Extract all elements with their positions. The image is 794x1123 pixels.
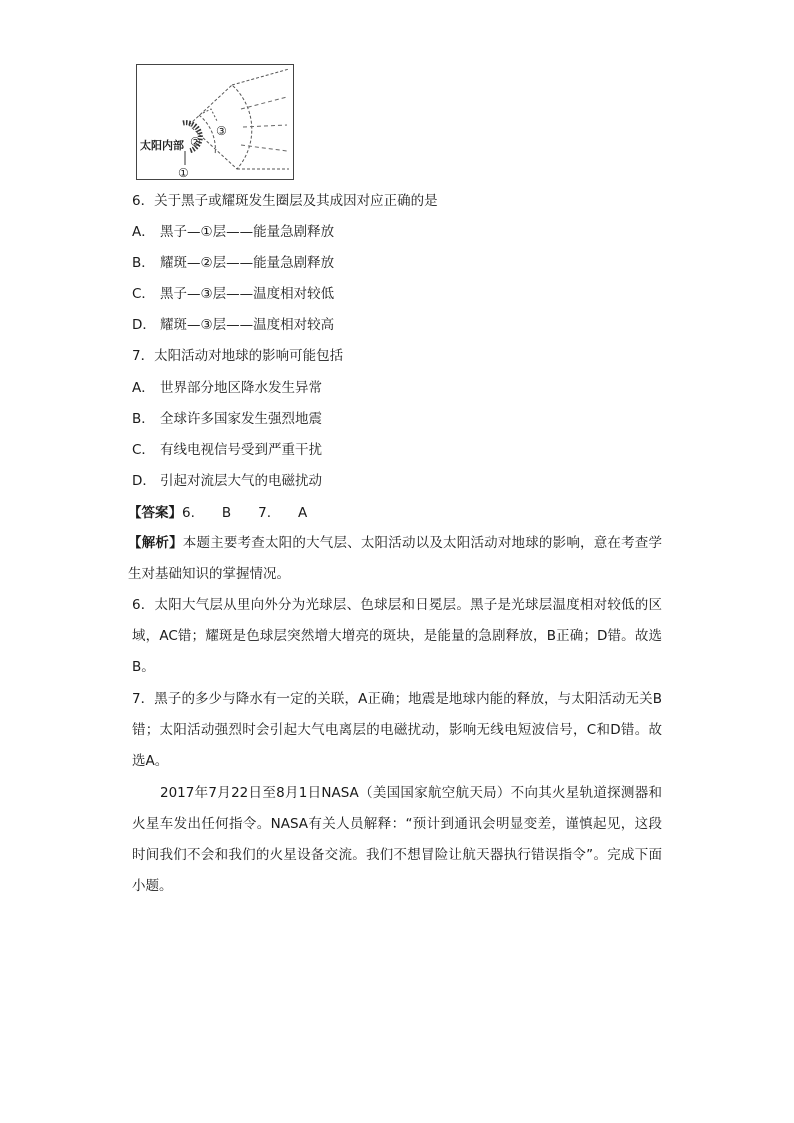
figure-label-inner: 太阳内部 [140, 139, 184, 152]
option-label: D． [132, 317, 156, 333]
option-label: C． [132, 442, 155, 458]
figure-label-2: ② [190, 135, 201, 149]
question-6-stem: 6．关于黑子或耀斑发生圈层及其成因对应正确的是 [132, 193, 438, 209]
q7-option-d[interactable] [132, 471, 322, 491]
figure-label-3: ③ [216, 124, 227, 138]
option-text: 耀斑—②层——能量急剧释放 [160, 255, 335, 271]
q7-option-a[interactable] [132, 378, 322, 398]
option-text: 黑子—①层——能量急剧释放 [160, 224, 335, 240]
explanation-6: 6．太阳大气层从里向外分为光球层、色球层和日冕层。黑子是光球层温度相对较低的区域，AC错；耀斑是色球层突然增大增亮的斑块，是能量的急剧释放，B正确；D错。故选B。 [132, 597, 662, 675]
q6-option-b[interactable] [132, 253, 334, 273]
explanation-7: 7．黑子的多少与降水有一定的关联，A正确；地震是地球内能的释放，与太阳活动无关B错；太阳活动强烈时会引起大气电离层的电磁扰动，影响无线电短波信号，C和D错。故选A。 [132, 691, 662, 769]
figure-label-1: ① [178, 166, 189, 180]
q6-option-d[interactable] [132, 315, 334, 335]
q6-option-a[interactable] [132, 222, 334, 242]
option-text: 引起对流层大气的电磁扰动 [160, 473, 322, 489]
passage-paragraph: 2017年7月22日至8月1日NASA（美国国家航空航天局）不向其火星轨道探测器和火星车发出任何指令。NASA有关人员解释：“预计到通讯会明显变差，谨慎起见，这段时间我们不会和我们的火星设备交流。我们不想冒险让航天器执行错误指令”。完成下面小题。 [132, 785, 662, 894]
answer-line [128, 503, 307, 523]
option-text: 全球许多国家发生强烈地震 [160, 411, 322, 427]
q7-option-b[interactable] [132, 409, 322, 429]
option-label: A． [132, 224, 155, 240]
option-text: 耀斑—③层——温度相对较高 [160, 317, 335, 333]
layer-2-boundary [199, 115, 215, 155]
option-text: 有线电视信号受到严重干扰 [160, 442, 322, 458]
option-label: D． [132, 473, 156, 489]
answer-text: 6. B 7. A [182, 505, 308, 521]
question-7-stem: 7．太阳活动对地球的影响可能包括 [132, 348, 344, 364]
option-text: 黑子—③层——温度相对较低 [160, 286, 335, 302]
answer-tag: 【答案】 [128, 505, 182, 521]
analysis-text: 本题主要考查太阳的大气层、太阳活动以及太阳活动对地球的影响，意在考查学生对基础知识的掌握情况。 [128, 535, 663, 582]
sun-layers-diagram [137, 65, 295, 181]
option-text: 世界部分地区降水发生异常 [160, 380, 322, 396]
q7-option-c[interactable] [132, 440, 322, 460]
option-label: C． [132, 286, 155, 302]
option-label: A． [132, 380, 155, 396]
option-label: B． [132, 411, 155, 427]
sun-structure-figure [136, 64, 294, 180]
analysis-tag: 【解析】 [128, 535, 183, 551]
option-label: B． [132, 255, 155, 271]
analysis-paragraph [128, 528, 662, 590]
q6-option-c[interactable] [132, 284, 334, 304]
